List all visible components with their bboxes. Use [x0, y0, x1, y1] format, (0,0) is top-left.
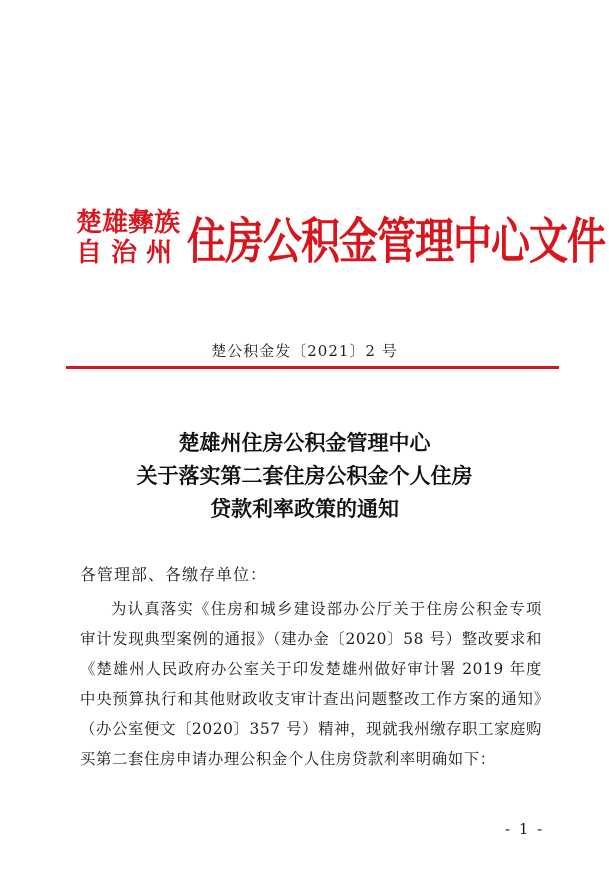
issuer-region-line1: 楚雄彝族	[76, 208, 181, 238]
document-header	[76, 208, 606, 271]
title-line-1: 楚雄州住房公积金管理中心	[178, 430, 431, 455]
issuer-region	[76, 208, 181, 268]
issuer-region-line2: 自治州	[76, 238, 182, 268]
title-line-3: 贷款利率政策的通知	[210, 496, 399, 521]
page-number: - 1 -	[505, 820, 545, 838]
issuer-title: 住房公积金管理中心文件	[187, 214, 606, 271]
header-divider	[66, 366, 559, 369]
document-title	[0, 426, 609, 525]
title-line-2: 关于落实第二套住房公积金个人住房	[136, 463, 473, 488]
salutation: 各管理部、各缴存单位：	[80, 565, 268, 584]
body-paragraph: 为认真落实《住房和城乡建设部办公厅关于住房公积金专项审计发现典型案例的通报》（建办金〔2020〕58 号）整改要求和《楚雄州人民政府办公室关于印发楚雄州做好审计署 2019 年度中央预算执行和其他财政收支审计查出问题整改工作方案的通知》（办公室便文〔2020〕357 号）精神，现就我州缴存职工家庭购买第二套住房申请办理公积金个人住房贷款利率明确如下：	[80, 600, 543, 768]
document-number: 楚公积金发〔2021〕2 号	[211, 342, 398, 360]
